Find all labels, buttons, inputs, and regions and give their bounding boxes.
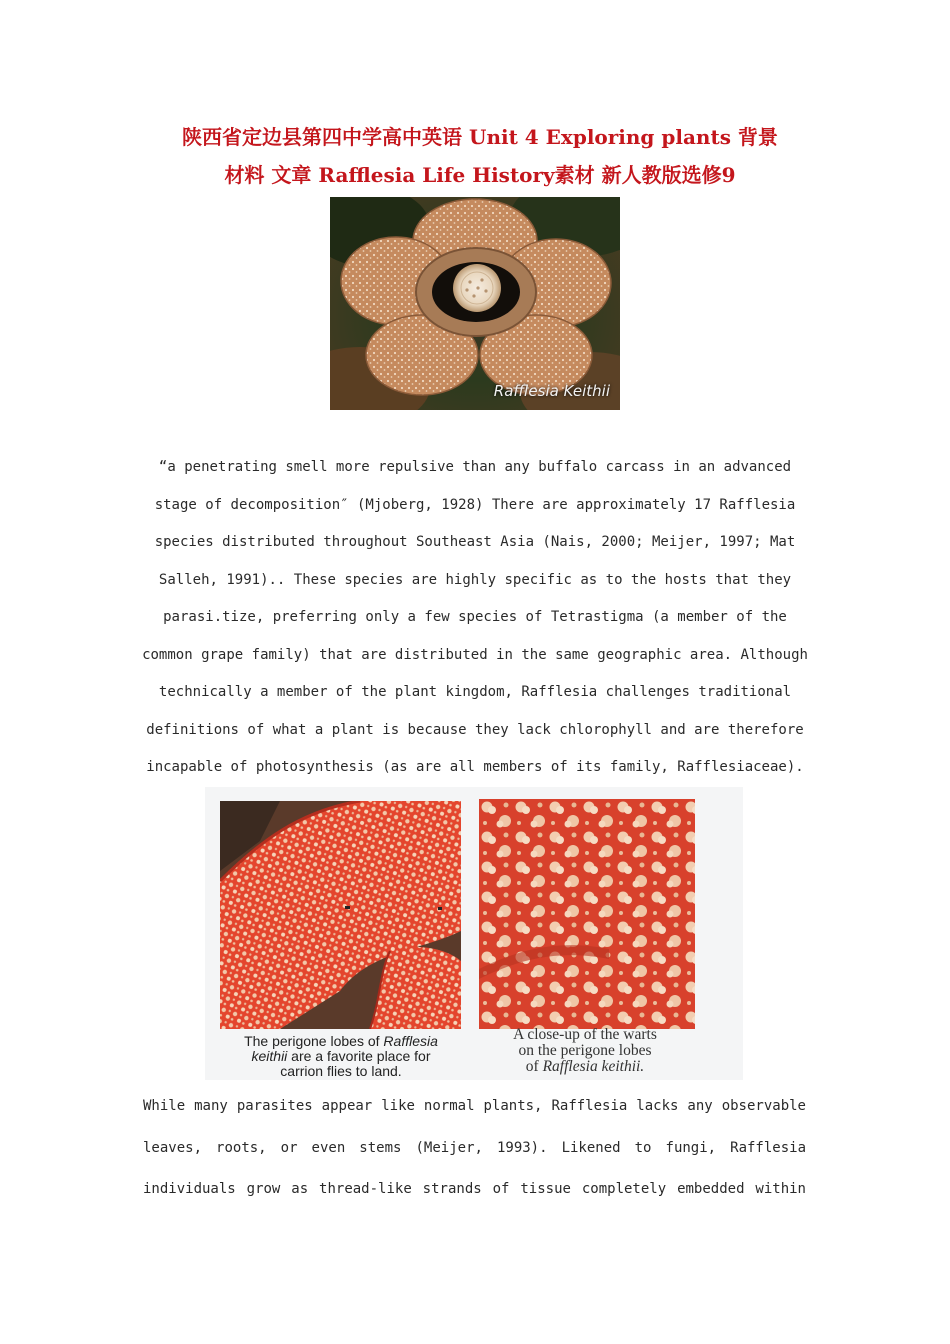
paragraph-1-line: common grape family) that are distributed in the same geographic area. Although [142,646,808,663]
title-line-2: 材料 文章 Rafflesia Life History素材 新人教版选修9 [224,163,736,187]
paragraph-1-line: technically a member of the plant kingdom, Rafflesia challenges traditional [158,684,792,700]
document-title [100,118,860,194]
right-photo-caption: A close-up of the warts on the perigone lobes of Rafflesia keithii. [513,1026,657,1075]
rafflesia-flower-photo [330,197,620,410]
paragraph-2-line: leaves, roots, or even stems (Meijer, 1993). Likened to fungi, Rafflesia [143,1139,806,1156]
paragraph-1-line: stage of decomposition″ (Mjoberg, 1928) There are approximately 17 Rafflesia [154,496,796,513]
paragraph-1-line: incapable of photosynthesis (as are all members of its family, Rafflesiaceae). [146,759,804,775]
paragraph-1-line: species distributed throughout Southeast Asia (Nais, 2000; Meijer, 1997; Mat [154,534,796,550]
paragraph-1-line: “a penetrating smell more repulsive than any buffalo carcass in an advanced [158,459,792,475]
paragraph-2 [143,1086,806,1211]
perigone-lobes-figure [205,787,743,1080]
paragraph-1-line: parasi.tize, preferring only a few species of Tetrastigma (a member of the [163,609,787,625]
paragraph-2-line: While many parasites appear like normal plants, Rafflesia lacks any observable [143,1098,806,1114]
flower-photo-caption: Rafflesia Keithii [493,382,610,400]
left-photo-caption: The perigone lobes of Rafflesia keithii are a favorite place for carrion flies to land. [244,1033,438,1079]
paragraph-2-line: individuals grow as thread-like strands of tissue completely embedded within [143,1181,806,1197]
paragraph-1-line: definitions of what a plant is because they lack chlorophyll and are therefore [146,721,804,738]
paragraph-1-line: Salleh, 1991).. These species are highly specific as to the hosts that they [158,571,792,588]
paragraph-1 [140,449,810,787]
perigone-lobes-photo [220,801,461,1029]
title-line-1: 陕西省定边县第四中学高中英语 Unit 4 Exploring plants 背景 [182,125,778,149]
warts-closeup-photo [479,799,695,1029]
